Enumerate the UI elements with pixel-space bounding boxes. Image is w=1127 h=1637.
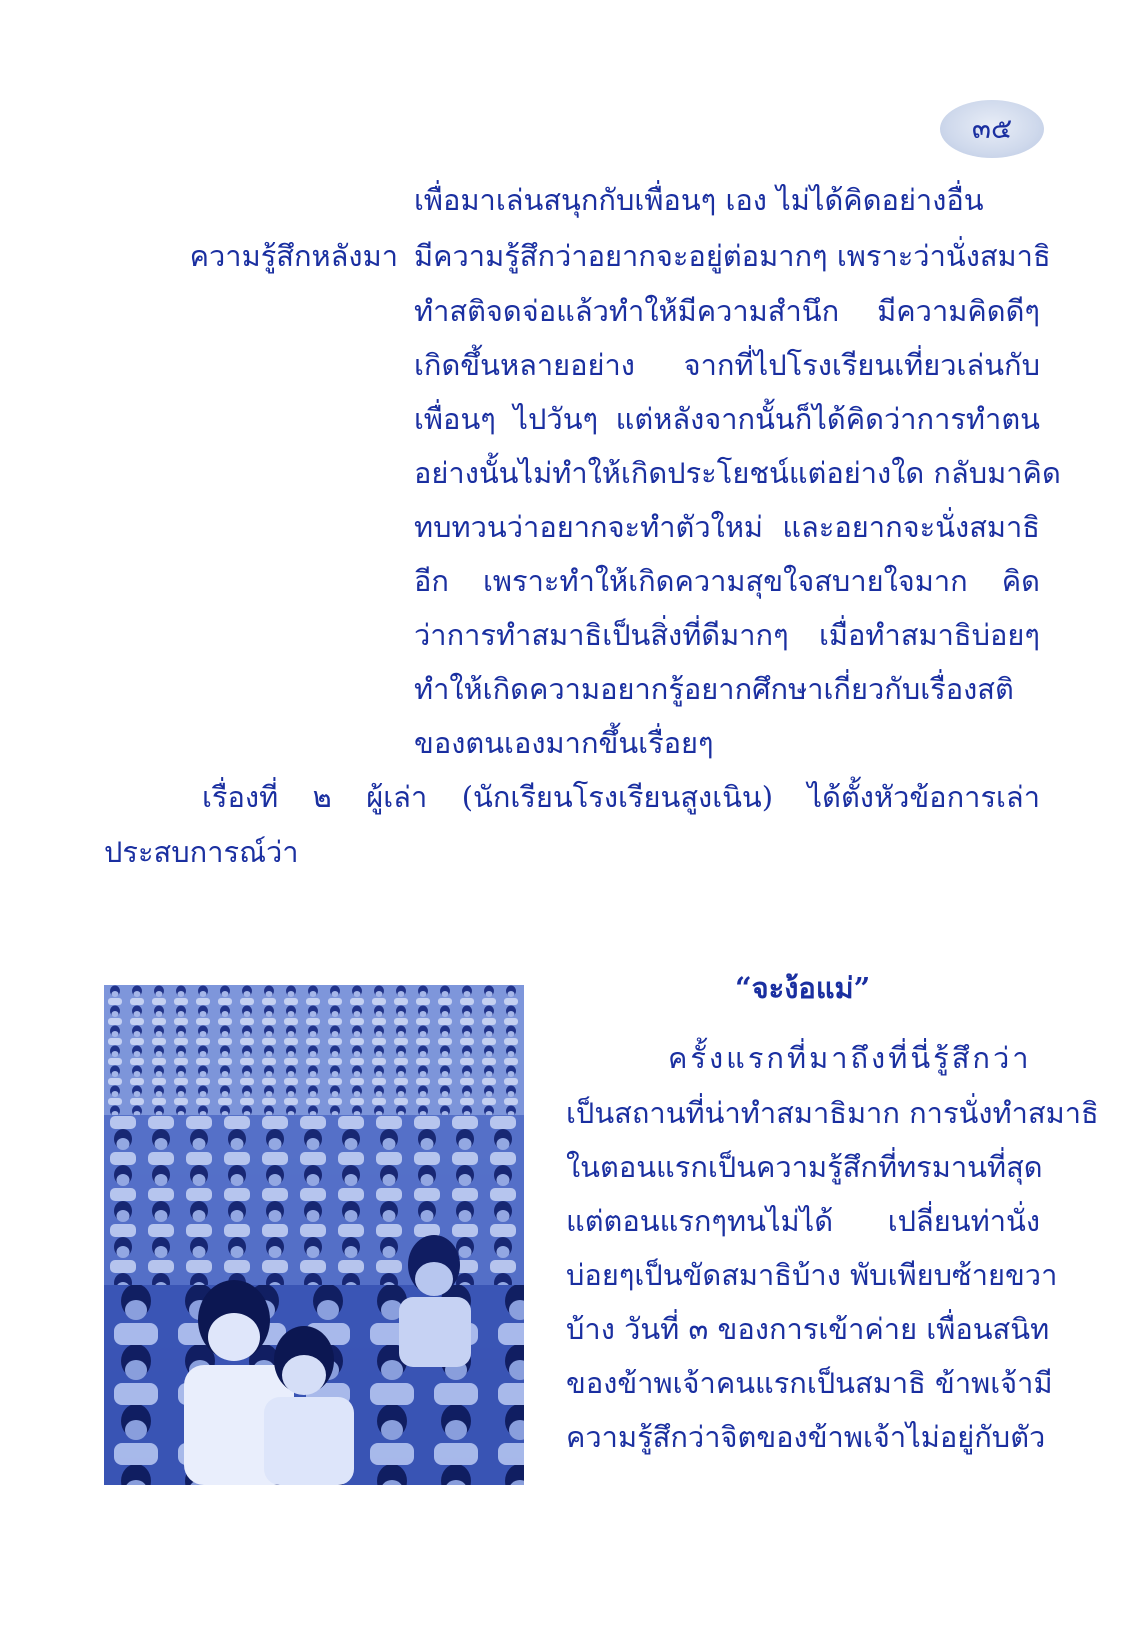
story-line: บ่อยๆเป็นขัดสมาธิบ้าง พับเพียบซ้ายขวา [566,1258,1058,1292]
side-label: ความรู้สึกหลังมา [189,239,398,273]
students-meditating-photo [104,985,524,1485]
body-line: ว่าการทำสมาธิเป็นสิ่งที่ดีมากๆ เมื่อทำสมาธิบ่อยๆ [414,618,1040,652]
body-line: ทำให้เกิดความอยากรู้อยากศึกษาเกี่ยวกับเรื่องสติ [414,672,1014,706]
page-number: ๓๕ [971,112,1013,145]
body-line: ทบทวนว่าอยากจะทำตัวใหม่ และอยากจะนั่งสมาธิ [414,510,1040,544]
story-line: บ้าง วันที่ ๓ ของการเข้าค่าย เพื่อนสนิท [566,1312,1050,1346]
page-number-badge [940,100,1044,158]
story-line: แต่ตอนแรกๆทนไม่ได้ เปลี่ยนท่านั่ง [566,1204,1040,1238]
body-line: อย่างนั้นไม่ทำให้เกิดประโยชน์แต่อย่างใด กลับมาคิด [414,456,1061,490]
continuation-line: เพื่อมาเล่นสนุกกับเพื่อนๆ เอง ไม่ได้คิดอย่างอื่น [414,183,984,217]
story-line: ครั้งแรกที่มาถึงที่นี่รู้สึกว่า [668,1041,1032,1075]
body-line: มีความรู้สึกว่าอยากจะอยู่ต่อมากๆ เพราะว่านั่งสมาธิ [414,239,1051,273]
body-line: อีก เพราะทำให้เกิดความสุขใจสบายใจมาก คิด [414,564,1040,598]
body-line: ทำสติจดจ่อแล้วทำให้มีความสำนึก มีความคิดดีๆ [414,294,1040,328]
story-intro-line: เรื่องที่ ๒ ผู้เล่า (นักเรียนโรงเรียนสูงเนิน) ได้ตั้งหัวข้อการเล่า [202,780,1040,814]
body-line: เกิดขึ้นหลายอย่าง จากที่ไปโรงเรียนเที่ยวเล่นกับ [414,348,1040,382]
story-intro-line: ประสบการณ์ว่า [104,835,299,869]
story-line: เป็นสถานที่น่าทำสมาธิมาก การนั่งทำสมาธิ [566,1096,1099,1130]
story-line: ความรู้สึกว่าจิตของข้าพเจ้าไม่อยู่กับตัว [566,1420,1046,1454]
story-title: “จะง้อแม่” [735,971,871,1005]
story-line: ของข้าพเจ้าคนแรกเป็นสมาธิ ข้าพเจ้ามี [566,1366,1053,1400]
body-line: เพื่อนๆ ไปวันๆ แต่หลังจากนั้นก็ได้คิดว่าการทำตน [414,402,1040,436]
story-line: ในตอนแรกเป็นความรู้สึกที่ทรมานที่สุด [566,1150,1043,1184]
body-line: ของตนเองมากขึ้นเรื่อยๆ [414,726,714,760]
